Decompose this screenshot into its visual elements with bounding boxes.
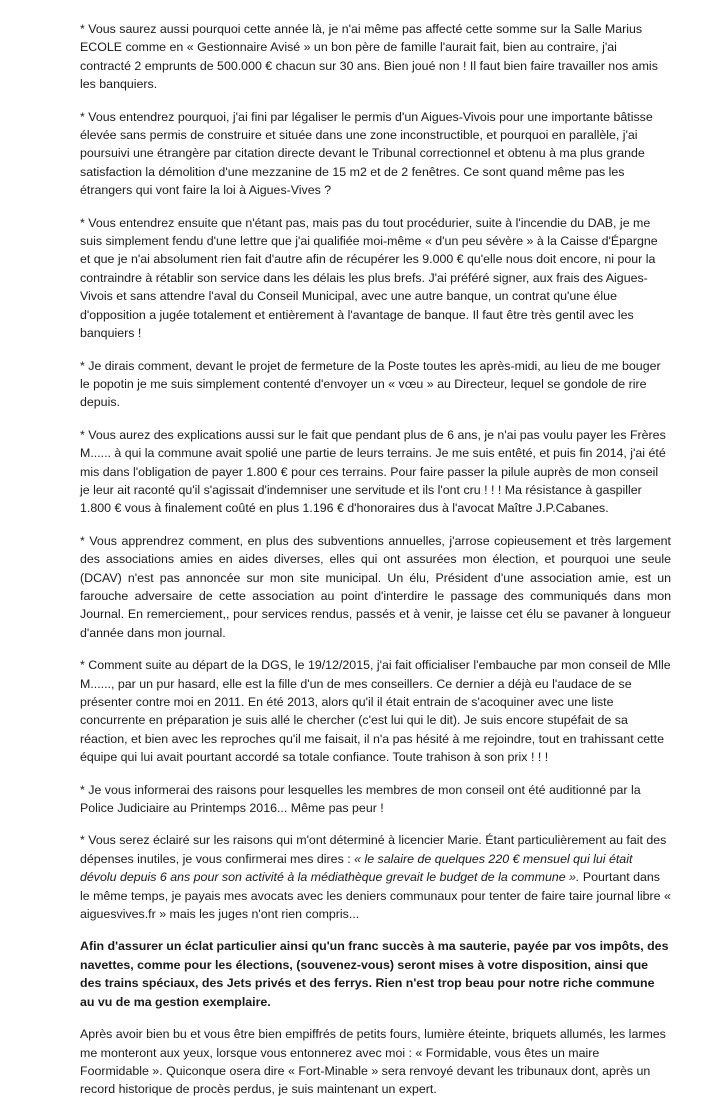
paragraph-licenciement-quote: « le salaire de quelques 220 € mensuel qui lui était dévolu depuis 6 ans pour son activité à la médiathèque grevait le budget de la commune ». <box>80 851 633 885</box>
paragraph-permis-aigues-vivois: * Vous entendrez pourquoi, j'ai fini par légaliser le permis d'un Aigues-Vivois pour une importante bâtisse élevée sans permis de construire et située dans une zone inconstructible, et pourquoi en parallèle, j'ai poursuivi une étrangère par citation directe devant le Tribunal correctionnel et obtenu à ma plus grande satisfaction la démolition d'une mezzanine de 15 m2 et de 2 fenêtres. Ce sont quand même pas les étrangers qui vont faire la loi à Aigues-Vives ? <box>80 109 653 198</box>
paragraph-fermeture-poste: * Je dirais comment, devant le projet de fermeture de la Poste toutes les après-midi, au lieu de me bouger le popotin je me suis simplement contenté d'envoyer un « vœu » au Directeur, lequel se gondole de rire depuis. <box>80 358 661 410</box>
paragraph-sauterie-bold: Afin d'assurer un éclat particulier ainsi qu'un franc succès à ma sauterie, payée par vos impôts, des navettes, comme pour les élections, (souvenez-vous) seront mises à votre disposition, ainsi que des trains spéciaux, des Jets privés et des ferrys. Rien n'est trop beau pour notre riche commune au vu de ma gestion exemplaire. <box>80 939 669 1009</box>
paragraph-salle-marius-ecole: * Vous saurez aussi pourquoi cette année là, je n'ai même pas affecté cette somme sur la Salle Marius ECOLE comme en « Gestionnaire Avisé » un bon père de famille l'aurait fait, bien au contraire, j'ai contracté 2 emprunts de 500.000 € chacun sur 30 ans. Bien joué non ! Il faut bien faire travailler nos amis les banquiers. <box>80 22 658 92</box>
paragraph-depart-dgs: * Comment suite au départ de la DGS, le 19/12/2015, j'ai fait officialiser l'embauche par mon conseil de Mlle M......, par un pur hasard, elle est la fille d'un de mes conseillers. Ce dernier a déjà eu l'audace de se présenter contre moi en 2011. En été 2013, alors qu'il il était entrain de s'acoquiner avec une liste concurrente en préparation je suis allé le chercher (c'est lui qui le dit). Je suis encore stupéfait de sa réaction, et bien avec les reproches qu'il me faisait, il n'a pas hésité à me rejoindre, tout en trahissant cette équipe qui lui avait pourtant accordé sa totale confiance. Toute trahison à son prix ! ! ! <box>80 658 671 765</box>
paragraph-licenciement-text-b: Pourtant dans le même temps, je payais mes avocats avec les deniers communaux pour tenter de faire taire journal libre « aiguesvives.fr » mais les juges n'ont rien compris... <box>80 870 671 922</box>
paragraph-freres-m: * Vous aurez des explications aussi sur le fait que pendant plus de 6 ans, je n'ai pas voulu payer les Frères M...... à qui la commune avait spolié une partie de leurs terrains. Je me suis entêté, et puis fin 2014, j'ai été mis dans l'obligation de payer 1.800 € pour ces terrains. Pour faire passer la pilule auprès de mon conseil je leur ait raconté qu'il s'agissait d'indemniser une servitude et ils l'ont cru ! ! ! Ma résistance à gaspiller 1.800 € vous à finalement coûté en plus 1.196 € d'honoraires dus à l'avocat Maître J.P.Cabanes. <box>80 427 666 516</box>
paragraph-conclusion: Après avoir bien bu et vous être bien empiffrés de petits fours, lumière éteinte, briquets allumés, les larmes me monteront aux yeux, lorsque vous entonnerez avec moi : « Formidable, vous êtes un maire Foormidable ». Quiconque osera dire « Fort-Minable » sera renvoyé devant les tribunaux dont, après un record historique de procès perdus, je suis maintenant un expert. <box>80 1027 666 1097</box>
paragraph-licenciement-marie <box>80 831 671 923</box>
paragraph-associations: * Vous apprendrez comment, en plus des subventions annuelles, j'arrose copieusement et très largement des associations amies en aides diverses, elles qui ont assurées mon élection, et pourquoi une seule (DCAV) n'est pas annoncée sur mon site municipal. Un élu, Président d'une association amie, est un farouche adversaire de cette association au point d'interdire le passage des communiqués dans mon Journal. En remerciement,, pour services rendus, passés et à venir, je laisse cet élu se pavaner à longueur d'année dans mon journal. <box>80 533 671 640</box>
paragraph-police-judiciaire: * Je vous informerai des raisons pour lesquelles les membres de mon conseil ont été auditionné par la Police Judiciaire au Printemps 2016... Même pas peur ! <box>80 782 641 816</box>
paragraph-licenciement-text-a: * Vous serez éclairé sur les raisons qui m'ont déterminé à licencier Marie. Étant particulièrement au fait des dépenses inutiles, je vous confirmerai mes dires : <box>80 833 667 866</box>
paragraph-incendie-dab: * Vous entendrez ensuite que n'étant pas, mais pas du tout procédurier, suite à l'incendie du DAB, je me suis simplement fendu d'une lettre que j'ai qualifiée moi-même « d'un peu sévère » à la Caisse d'Épargne et que je n'ai absolument rien fait d'autre afin de récupérer les 9.000 € qu'elle nous doit encore, ni pour la contraindre à rétablir son service dans les délais les plus brefs. J'ai préféré signer, aux frais des Aigues-Vivois et sans attendre l'aval du Conseil Municipal, avec une autre banque, un contrat qu'une élue d'opposition a jugée totalement et entièrement à l'avantage de banque. Il faut être très gentil avec les banquiers ! <box>80 215 658 341</box>
